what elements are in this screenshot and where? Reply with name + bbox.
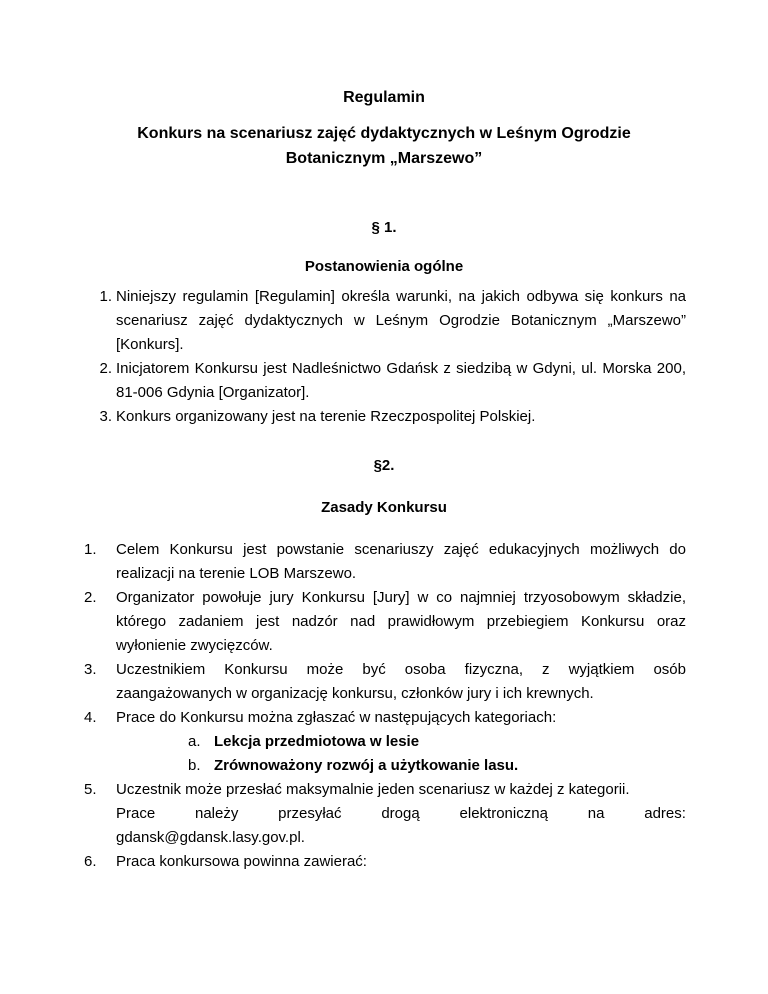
list-item	[76, 357, 686, 405]
item-number: 2.	[84, 589, 97, 606]
submission-word: przesyłać	[278, 805, 342, 822]
section-2-heading: Zasady Konkursu	[321, 499, 447, 516]
category-item	[116, 730, 686, 754]
item-number: 3.	[84, 661, 97, 678]
document-subtitle: Konkurs na scenariusz zajęć dydaktycznych w Leśnym Ogrodzie Botanicznym „Marszewo”	[137, 125, 631, 167]
category-letter: a.	[188, 733, 201, 750]
item-number: 4.	[84, 709, 97, 726]
list-item	[56, 706, 686, 778]
item-text: Konkurs organizowany jest na terenie Rzeczpospolitej Polskiej.	[116, 408, 536, 425]
submission-word: należy	[195, 805, 239, 822]
category-text: Zrównoważony rozwój a użytkowanie lasu.	[214, 757, 519, 774]
list-item	[56, 778, 686, 850]
submission-email: gdansk@gdansk.lasy.gov.pl.	[116, 829, 305, 846]
item-number: 6.	[84, 853, 97, 870]
submission-word: elektroniczną	[459, 805, 548, 822]
list-item	[56, 658, 686, 706]
section-2-number: §2.	[373, 457, 395, 474]
item-number: 3.	[99, 408, 112, 425]
list-item	[56, 538, 686, 586]
category-text: Lekcja przedmiotowa w lesie	[214, 733, 420, 750]
item-number: 1.	[84, 541, 97, 558]
item-number: 5.	[84, 781, 97, 798]
list-item	[76, 405, 686, 429]
section-1-list	[76, 285, 686, 429]
submission-word: Prace	[116, 805, 156, 822]
item-number: 2.	[99, 360, 112, 377]
category-letter: b.	[188, 757, 201, 774]
submission-word: adres:	[644, 805, 686, 822]
category-list	[116, 730, 686, 778]
list-item	[56, 850, 686, 874]
item-text: Niniejszy regulamin [Regulamin] określa warunki, na jakich odbywa się konkurs na scenariusz zajęć dydaktycznych w Leśnym Ogrodzie Botanicznym „Marszewo” [Konkurs].	[116, 288, 686, 353]
section-2-list	[56, 538, 686, 874]
item-text: Prace do Konkursu można zgłaszać w następujących kategoriach:	[116, 709, 557, 726]
submission-word: na	[587, 805, 605, 822]
submission-word: drogą	[381, 805, 420, 822]
section-1-number: § 1.	[371, 219, 397, 236]
document-title: Regulamin	[343, 89, 425, 106]
category-item	[116, 754, 686, 778]
item-text: Uczestnik może przesłać maksymalnie jeden scenariusz w każdej z kategorii.	[116, 781, 630, 798]
submission-line	[116, 802, 686, 826]
item-text: Celem Konkursu jest powstanie scenariuszy zajęć edukacyjnych możliwych do realizacji na terenie LOB Marszewo.	[116, 541, 686, 582]
list-item	[76, 285, 686, 357]
list-item	[56, 586, 686, 658]
item-number: 1.	[99, 288, 112, 305]
section-1-heading: Postanowienia ogólne	[304, 258, 464, 275]
item-text: Inicjatorem Konkursu jest Nadleśnictwo Gdańsk z siedzibą w Gdyni, ul. Morska 200, 81-006 Gdynia [Organizator].	[116, 360, 686, 401]
item-text: Organizator powołuje jury Konkursu [Jury] w co najmniej trzyosobowym składzie, którego zadaniem jest nadzór nad prawidłowym przebiegiem Konkursu oraz wyłonienie zwycięzców.	[116, 589, 686, 654]
item-text: Uczestnikiem Konkursu może być osoba fizyczna, z wyjątkiem osób zaangażowanych w organizację konkursu, członków jury i ich krewnych.	[116, 661, 686, 702]
item-text: Praca konkursowa powinna zawierać:	[116, 853, 367, 870]
